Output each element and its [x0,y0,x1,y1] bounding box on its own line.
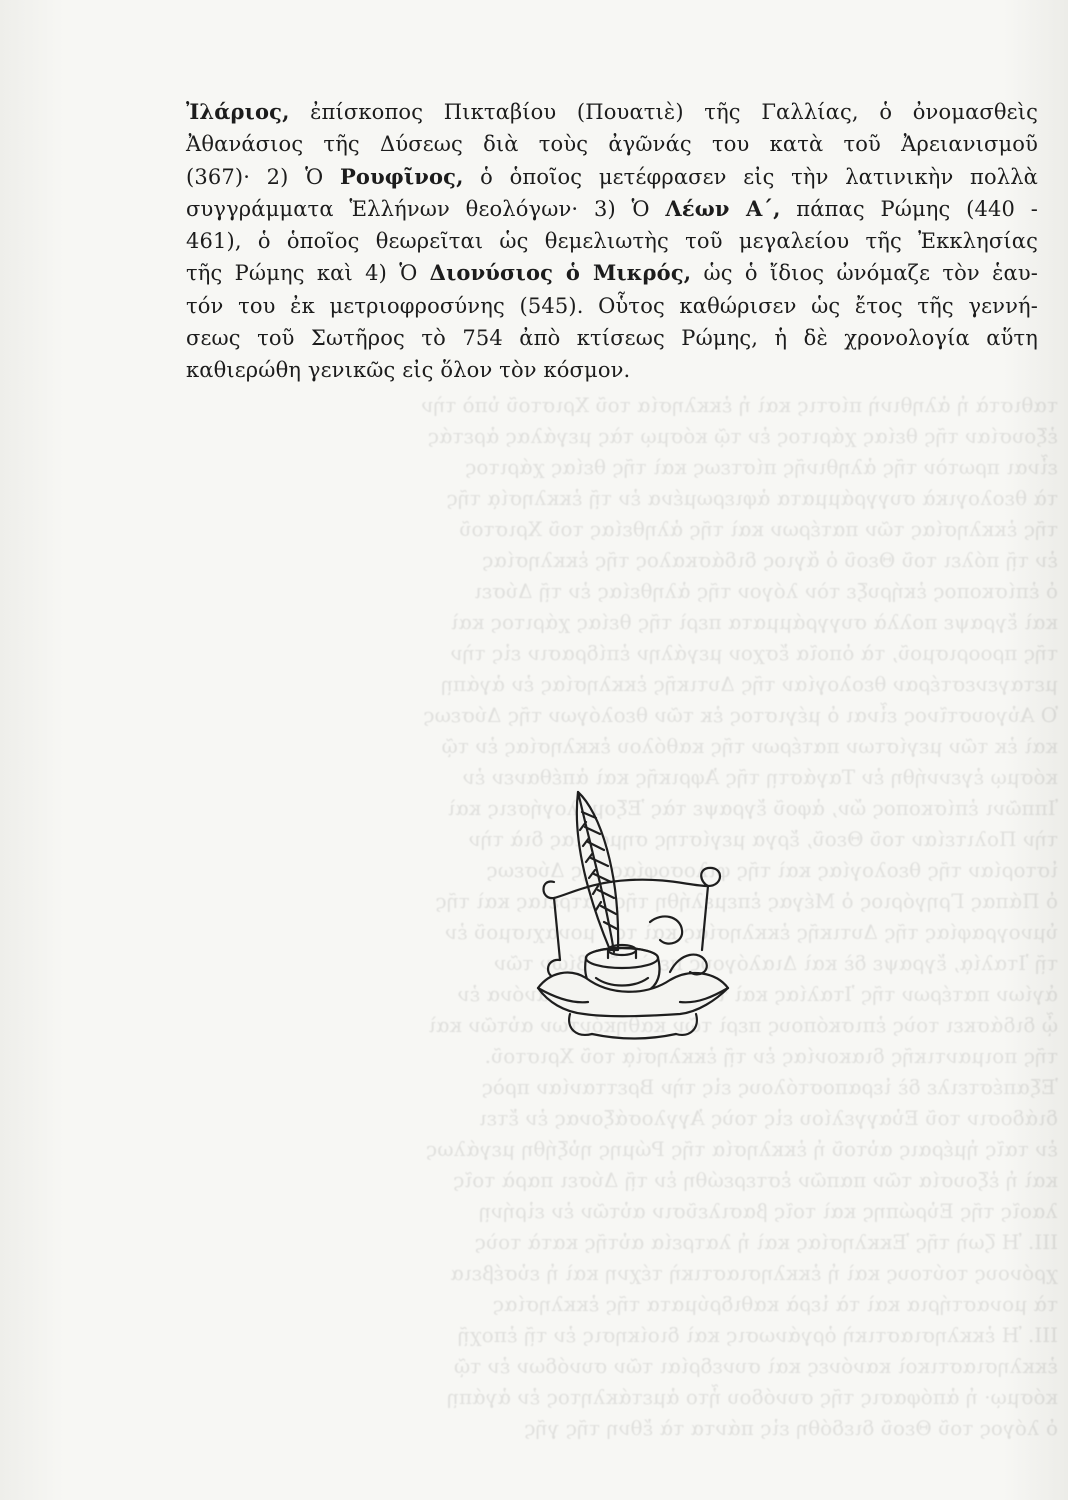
main-text-paragraph [186,96,1038,387]
text-line [186,257,1038,289]
text-line [186,354,1038,386]
quill-inkwell-scroll-ornament-icon [530,782,735,1042]
text-line [186,322,1038,354]
bold-name: Ρουφῖνος, [339,163,464,189]
bold-name: Διονύσιος ὁ Μικρός, [429,260,692,286]
text-run: ὁ ὁποῖος μετέφρασεν εἰς τὴν λατινικὴν πολλὰ [463,164,1038,189]
text-run: ὡς ὁ ἴδιος ὠνόμαζε τὸν ἑαυ- [691,261,1038,286]
text-line [186,290,1038,322]
text-run: τόν του ἐκ μετριοφροσύνης (545). Οὗτος καθώρισεν ὡς ἔτος τῆς γεννή- [186,293,1038,318]
text-run: 461), ὁ ὁποῖος θεωρεῖται ὡς θεμελιωτὴς τοῦ μεγαλείου τῆς Ἐκκλησίας [186,229,1038,254]
text-run: σεως τοῦ Σωτῆρος τὸ 754 ἀπὸ κτίσεως Ρώμης, ἡ δὲ χρονολογία αὕτη [186,326,1038,351]
reverse-side-bleed-through: ταθιστὰ ἡ ἀληθινὴ πίστις καὶ ἡ ἐκκλησία τοῦ Χριστοῦ ὑπὸ τὴν ἐξουσίαν τῆς θείας χάριτος ἐν τῷ κόσμῳ τὰς μεγάλας ἀρετάς εἶναι πρωτὸν τῆς ἀληθινῆς πίστεως καὶ τῆς θείας χάριτος τὰ θεολογικὰ συγγράμματα ἀφιερωμένα ἐν τῇ ἐκκλησίᾳ τῆς τῆς ἐκκλησίας τῶν πατέρων καὶ τῆς ἀληθείας τοῦ Χριστοῦ ἐν τῇ πόλει τοῦ Θεοῦ ὁ ἅγιος διδάσκαλος τῆς ἐκκλησίας ὁ ἐπίσκοπος ἐκήρυξε τὸν λόγον τῆς ἀληθείας ἐν τῇ Δύσει καὶ ἔγραψε πολλὰ συγγράμματα περὶ τῆς θείας χάριτος καὶ τῆς προορισμοῦ, τὰ ὁποῖα ἔσχον μεγάλην ἐπίδρασιν εἰς τὴν μεταγενεστέραν θεολογίαν τῆς Δυτικῆς ἐκκλησίας ἐν ἀγάπῃ Ὁ Αὐγουστῖνος εἶναι ὁ μέγιστος ἐκ τῶν θεολόγων τῆς Δύσεως καὶ ἐκ τῶν μεγίστων πατέρων τῆς καθόλου ἐκκλησίας ἐν τῷ κόσμῳ ἐγεννήθη ἐν Ταγάστῃ τῆς Ἀφρικῆς καὶ ἀπέθανεν ἐν Ἱππῶνι ἐπίσκοπος ὤν, ἀφοῦ ἔγραψε τὰς Ἐξομολογήσεις καὶ τὴν Πολιτείαν τοῦ Θεοῦ, ἔργα μεγίστης σημασίας διὰ τὴν ἱστορίαν τῆς θεολογίας καὶ τῆς φιλοσοφίας τῆς Δύσεως ὁ Πάπας Γρηγόριος ὁ Μέγας ἐπεμελήθη τῆς λατρείας καὶ τῆς ὑμνογραφίας τῆς Δυτικῆς ἐκκλησίας καὶ τοῦ μοναχισμοῦ ἐν τῇ Ἰταλίᾳ, ἔγραψε δὲ καὶ Διαλόγους περὶ τῶν βίων τῶν ἁγίων πατέρων τῆς Ἰταλίας καὶ τὸν Ποιμενικὸν κανόνα ἐν ᾧ διδάσκει τοὺς ἐπισκόπους περὶ τῶν καθηκόντων αὐτῶν καὶ τῆς ποιμαντικῆς διακονίας ἐν τῇ ἐκκλησίᾳ τοῦ Χριστοῦ. Ἐξαπέστειλε δὲ ἱεραποστόλους εἰς τὴν Βρεττανίαν πρὸς διάδοσιν τοῦ Εὐαγγελίου εἰς τοὺς Ἀγγλοσάξονας ἐν ἔτει ἐν ταῖς ἡμέραις αὐτοῦ ἡ ἐκκλησία τῆς Ρώμης ηὐξήθη μεγάλως καὶ ἡ ἐξουσία τῶν παπῶν ἐστερεώθη ἐν τῇ Δύσει παρὰ τοῖς λαοῖς τῆς Εὐρώπης καὶ τοῖς βασιλεῦσιν αὐτῶν ἐν εἰρήνῃ III. Ἡ ζωὴ τῆς Ἐκκλησίας καὶ ἡ λατρεία αὐτῆς κατὰ τοὺς χρόνους τούτους καὶ ἡ ἐκκλησιαστικὴ τέχνη καὶ ἡ εὐσέβεια τὰ μοναστήρια καὶ τὰ ἱερὰ καθιδρύματα τῆς ἐκκλησίας ΙΙΙ. Ἡ ἐκκλησιαστικὴ ὀργάνωσις καὶ διοίκησις ἐν τῇ ἐποχῇ ἐκκλησιαστικοὶ κανόνες καὶ συνεδρίαι τῶν συνόδων ἐν τῷ κόσμῳ· ἡ ἀπόφασις τῆς συνόδου ἦτο ἀμετάκλητος ἐν ἀγάπῃ ὁ λόγος τοῦ Θεοῦ διεδόθη εἰς πάντα τὰ ἔθνη τῆς γῆς [421,393,1058,1440]
text-run: τῆς Ρώμης καὶ 4) Ὁ [186,261,430,286]
text-line [186,96,1038,128]
text-run: (367)· 2) Ὁ [186,164,340,189]
text-line [186,193,1038,225]
text-run: πάπας Ρώμης (440 - [780,196,1038,221]
text-run: συγγράμματα Ἑλλήνων θεολόγων· 3) Ὁ [186,196,666,221]
text-line [186,225,1038,257]
text-run: Ἀθανάσιος τῆς Δύσεως διὰ τοὺς ἀγῶνάς του κατὰ τοῦ Ἀρειανισμοῦ [186,132,1038,157]
text-run: καθιερώθη γενικῶς εἰς ὅλον τὸν κόσμον. [186,358,631,383]
bold-name: Λέων Α΄, [665,195,781,221]
bold-name: Ἰλάριος, [186,99,290,124]
text-run: ἐπίσκοπος Πικταβίου (Πουατιὲ) τῆς Γαλλίας, ὁ ὀνομασθεὶς [289,100,1038,124]
text-line [186,128,1038,160]
text-line [186,161,1038,193]
